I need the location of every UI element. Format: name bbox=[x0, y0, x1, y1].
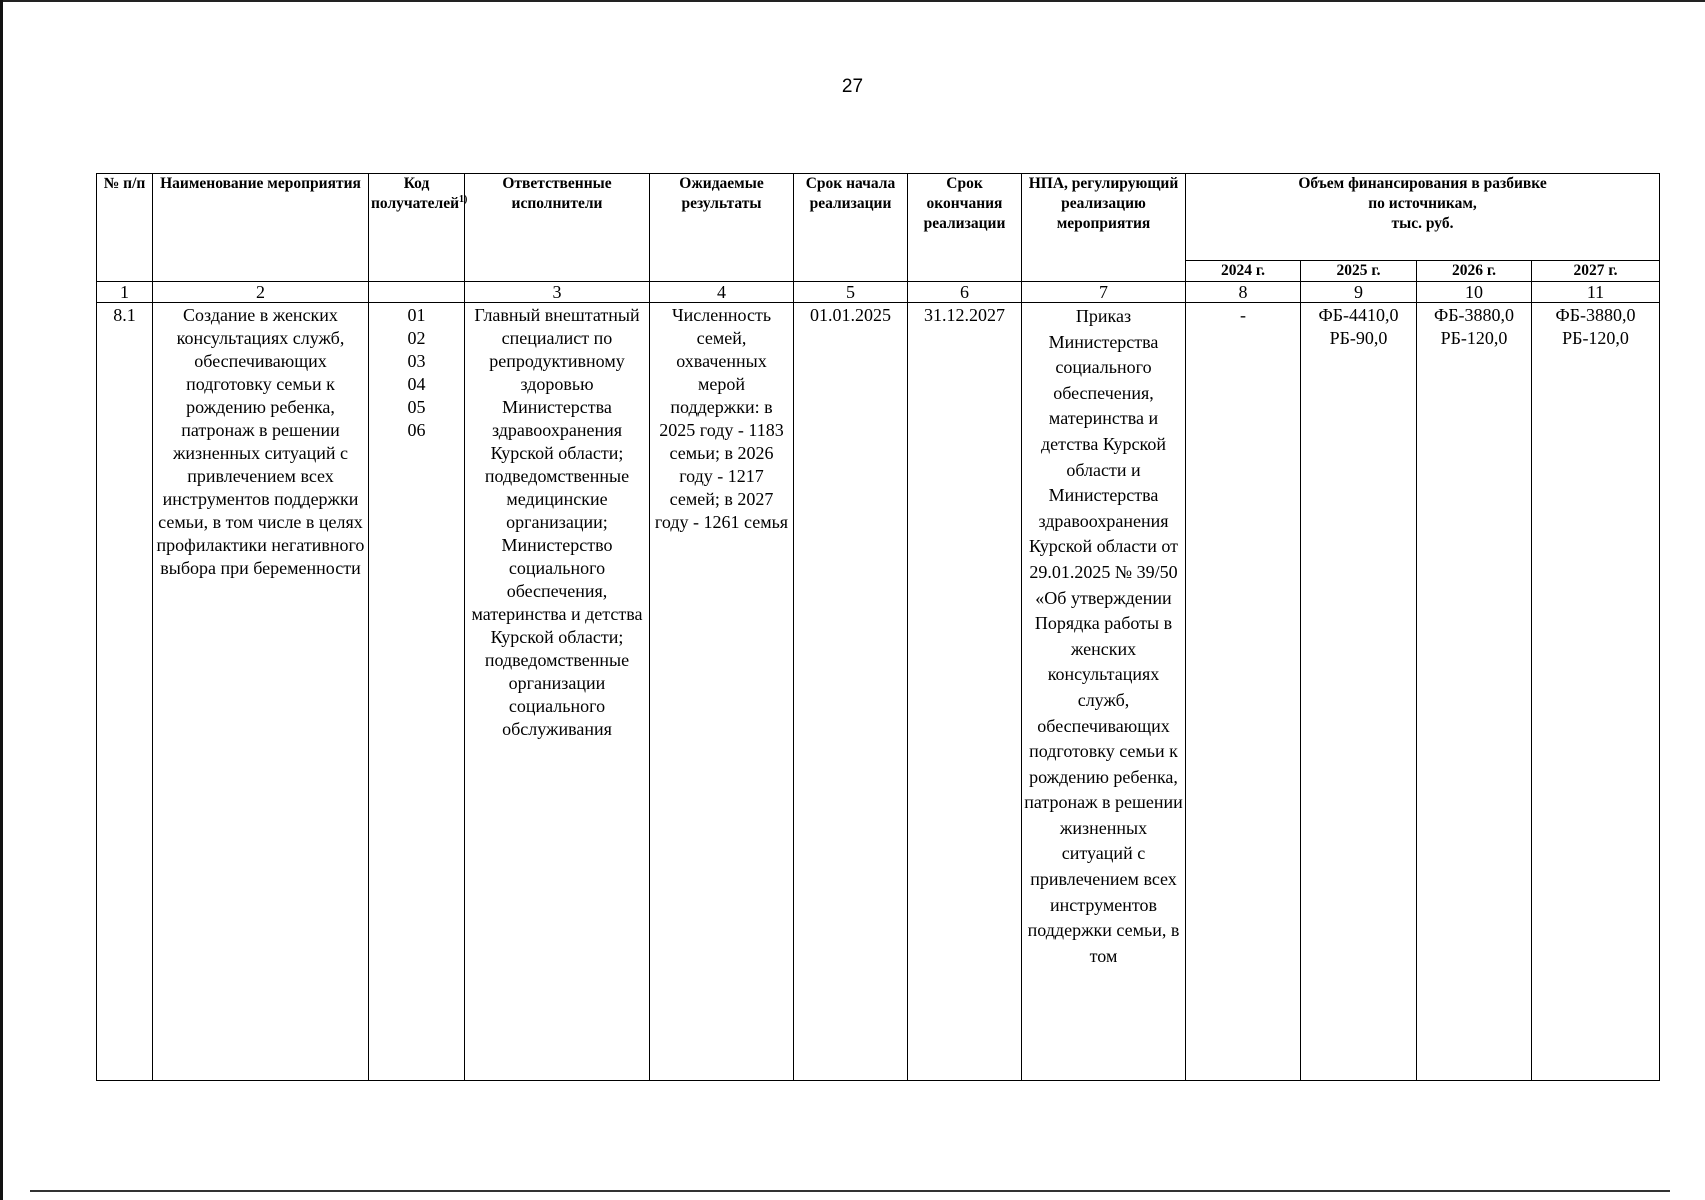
cell-responsible: Главный внештатный специалист по репродуктивному здоровью Министерства здравоохранения Курской области; подведомственные медицинские организации; Министерство социального обеспечения, материнства и детства Курской области; подведомственные организации социального обслуживания bbox=[465, 303, 650, 1081]
page-border-left bbox=[0, 0, 3, 1200]
header-funding bbox=[1186, 174, 1660, 261]
header-year-2026: 2026 г. bbox=[1417, 261, 1532, 282]
page-number: 27 bbox=[841, 76, 864, 97]
code-item: 02 bbox=[407, 328, 426, 348]
code-item: 03 bbox=[407, 351, 426, 371]
header-year-2027: 2027 г. bbox=[1532, 261, 1660, 282]
cell-name: Создание в женских консультациях служб, обеспечивающих подготовку семьи к рождению ребенка, патронаж в решении жизненных ситуаций с привлечением всех инструментов поддержки семьи, в том числе в целях профилактики негативного выбора при беременности bbox=[153, 303, 369, 1081]
funding-fb: ФБ-3880,0 bbox=[1433, 305, 1515, 325]
cell-funding-2026 bbox=[1417, 303, 1532, 1081]
cell-npa: Приказ Министерства социального обеспечения, материнства и детства Курской области и Министерства здравоохранения Курской области от 29.01.2025 № 39/50 «Об утверждении Порядка работы в женских консультациях служб, обеспечивающих подготовку семьи к рождению ребенка, патронаж в решении жизненных ситуаций с привлечением всех инструментов поддержки семьи, в том bbox=[1022, 303, 1186, 1081]
code-item: 06 bbox=[407, 420, 426, 440]
header-end: Срок окончания реализации bbox=[908, 174, 1022, 282]
scan-edge-line bbox=[30, 1190, 1670, 1192]
colnum-10: 10 bbox=[1417, 282, 1532, 303]
funding-rb: РБ-90,0 bbox=[1329, 328, 1388, 348]
code-item: 04 bbox=[407, 374, 426, 394]
header-npa: НПА, регулирующий реализацию мероприятия bbox=[1022, 174, 1186, 282]
header-code-text: Код получателей bbox=[371, 175, 460, 212]
code-item: 05 bbox=[407, 397, 426, 417]
colnum-9: 9 bbox=[1301, 282, 1417, 303]
funding-fb: ФБ-4410,0 bbox=[1318, 305, 1399, 325]
cell-funding-2027 bbox=[1532, 303, 1660, 1081]
colnum-4: 4 bbox=[650, 282, 794, 303]
cell-results: Численность семей, охваченных мерой поддержки: в 2025 году - 1183 семьи; в 2026 году - 1217 семей; в 2027 году - 1261 семья bbox=[650, 303, 794, 1081]
header-code-sup: 1) bbox=[459, 193, 468, 205]
cell-codes bbox=[369, 303, 465, 1081]
colnum-5: 5 bbox=[794, 282, 908, 303]
colnum-1: 1 bbox=[97, 282, 153, 303]
colnum-3: 3 bbox=[465, 282, 650, 303]
header-year-2024: 2024 г. bbox=[1186, 261, 1301, 282]
header-funding-line1: Объем финансирования в разбивке bbox=[1298, 175, 1547, 192]
header-funding-line3: тыс. руб. bbox=[1391, 215, 1454, 232]
colnum-11: 11 bbox=[1532, 282, 1660, 303]
funding-rb: РБ-120,0 bbox=[1440, 328, 1508, 348]
page-border-top bbox=[0, 0, 1705, 2]
colnum-7: 7 bbox=[1022, 282, 1186, 303]
header-start: Срок начала реализации bbox=[794, 174, 908, 282]
header-responsible: Ответственные исполнители bbox=[465, 174, 650, 282]
measures-table bbox=[96, 173, 1660, 1081]
colnum-8: 8 bbox=[1186, 282, 1301, 303]
header-name: Наименование мероприятия bbox=[153, 174, 369, 282]
header-funding-line2: по источникам, bbox=[1368, 195, 1477, 212]
funding-rb: РБ-120,0 bbox=[1562, 328, 1629, 348]
colnum-6: 6 bbox=[908, 282, 1022, 303]
colnum-code bbox=[369, 282, 465, 303]
funding-fb: - bbox=[1240, 305, 1246, 325]
header-results: Ожидаемые результаты bbox=[650, 174, 794, 282]
cell-funding-2024 bbox=[1186, 303, 1301, 1081]
table-row bbox=[97, 303, 1660, 1081]
cell-num: 8.1 bbox=[97, 303, 153, 1081]
cell-end: 31.12.2027 bbox=[908, 303, 1022, 1081]
header-num: № п/п bbox=[97, 174, 153, 282]
header-year-2025: 2025 г. bbox=[1301, 261, 1417, 282]
code-item: 01 bbox=[407, 305, 426, 325]
colnum-2: 2 bbox=[153, 282, 369, 303]
funding-fb: ФБ-3880,0 bbox=[1555, 305, 1636, 325]
cell-funding-2025 bbox=[1301, 303, 1417, 1081]
cell-start: 01.01.2025 bbox=[794, 303, 908, 1081]
header-code bbox=[369, 174, 468, 282]
